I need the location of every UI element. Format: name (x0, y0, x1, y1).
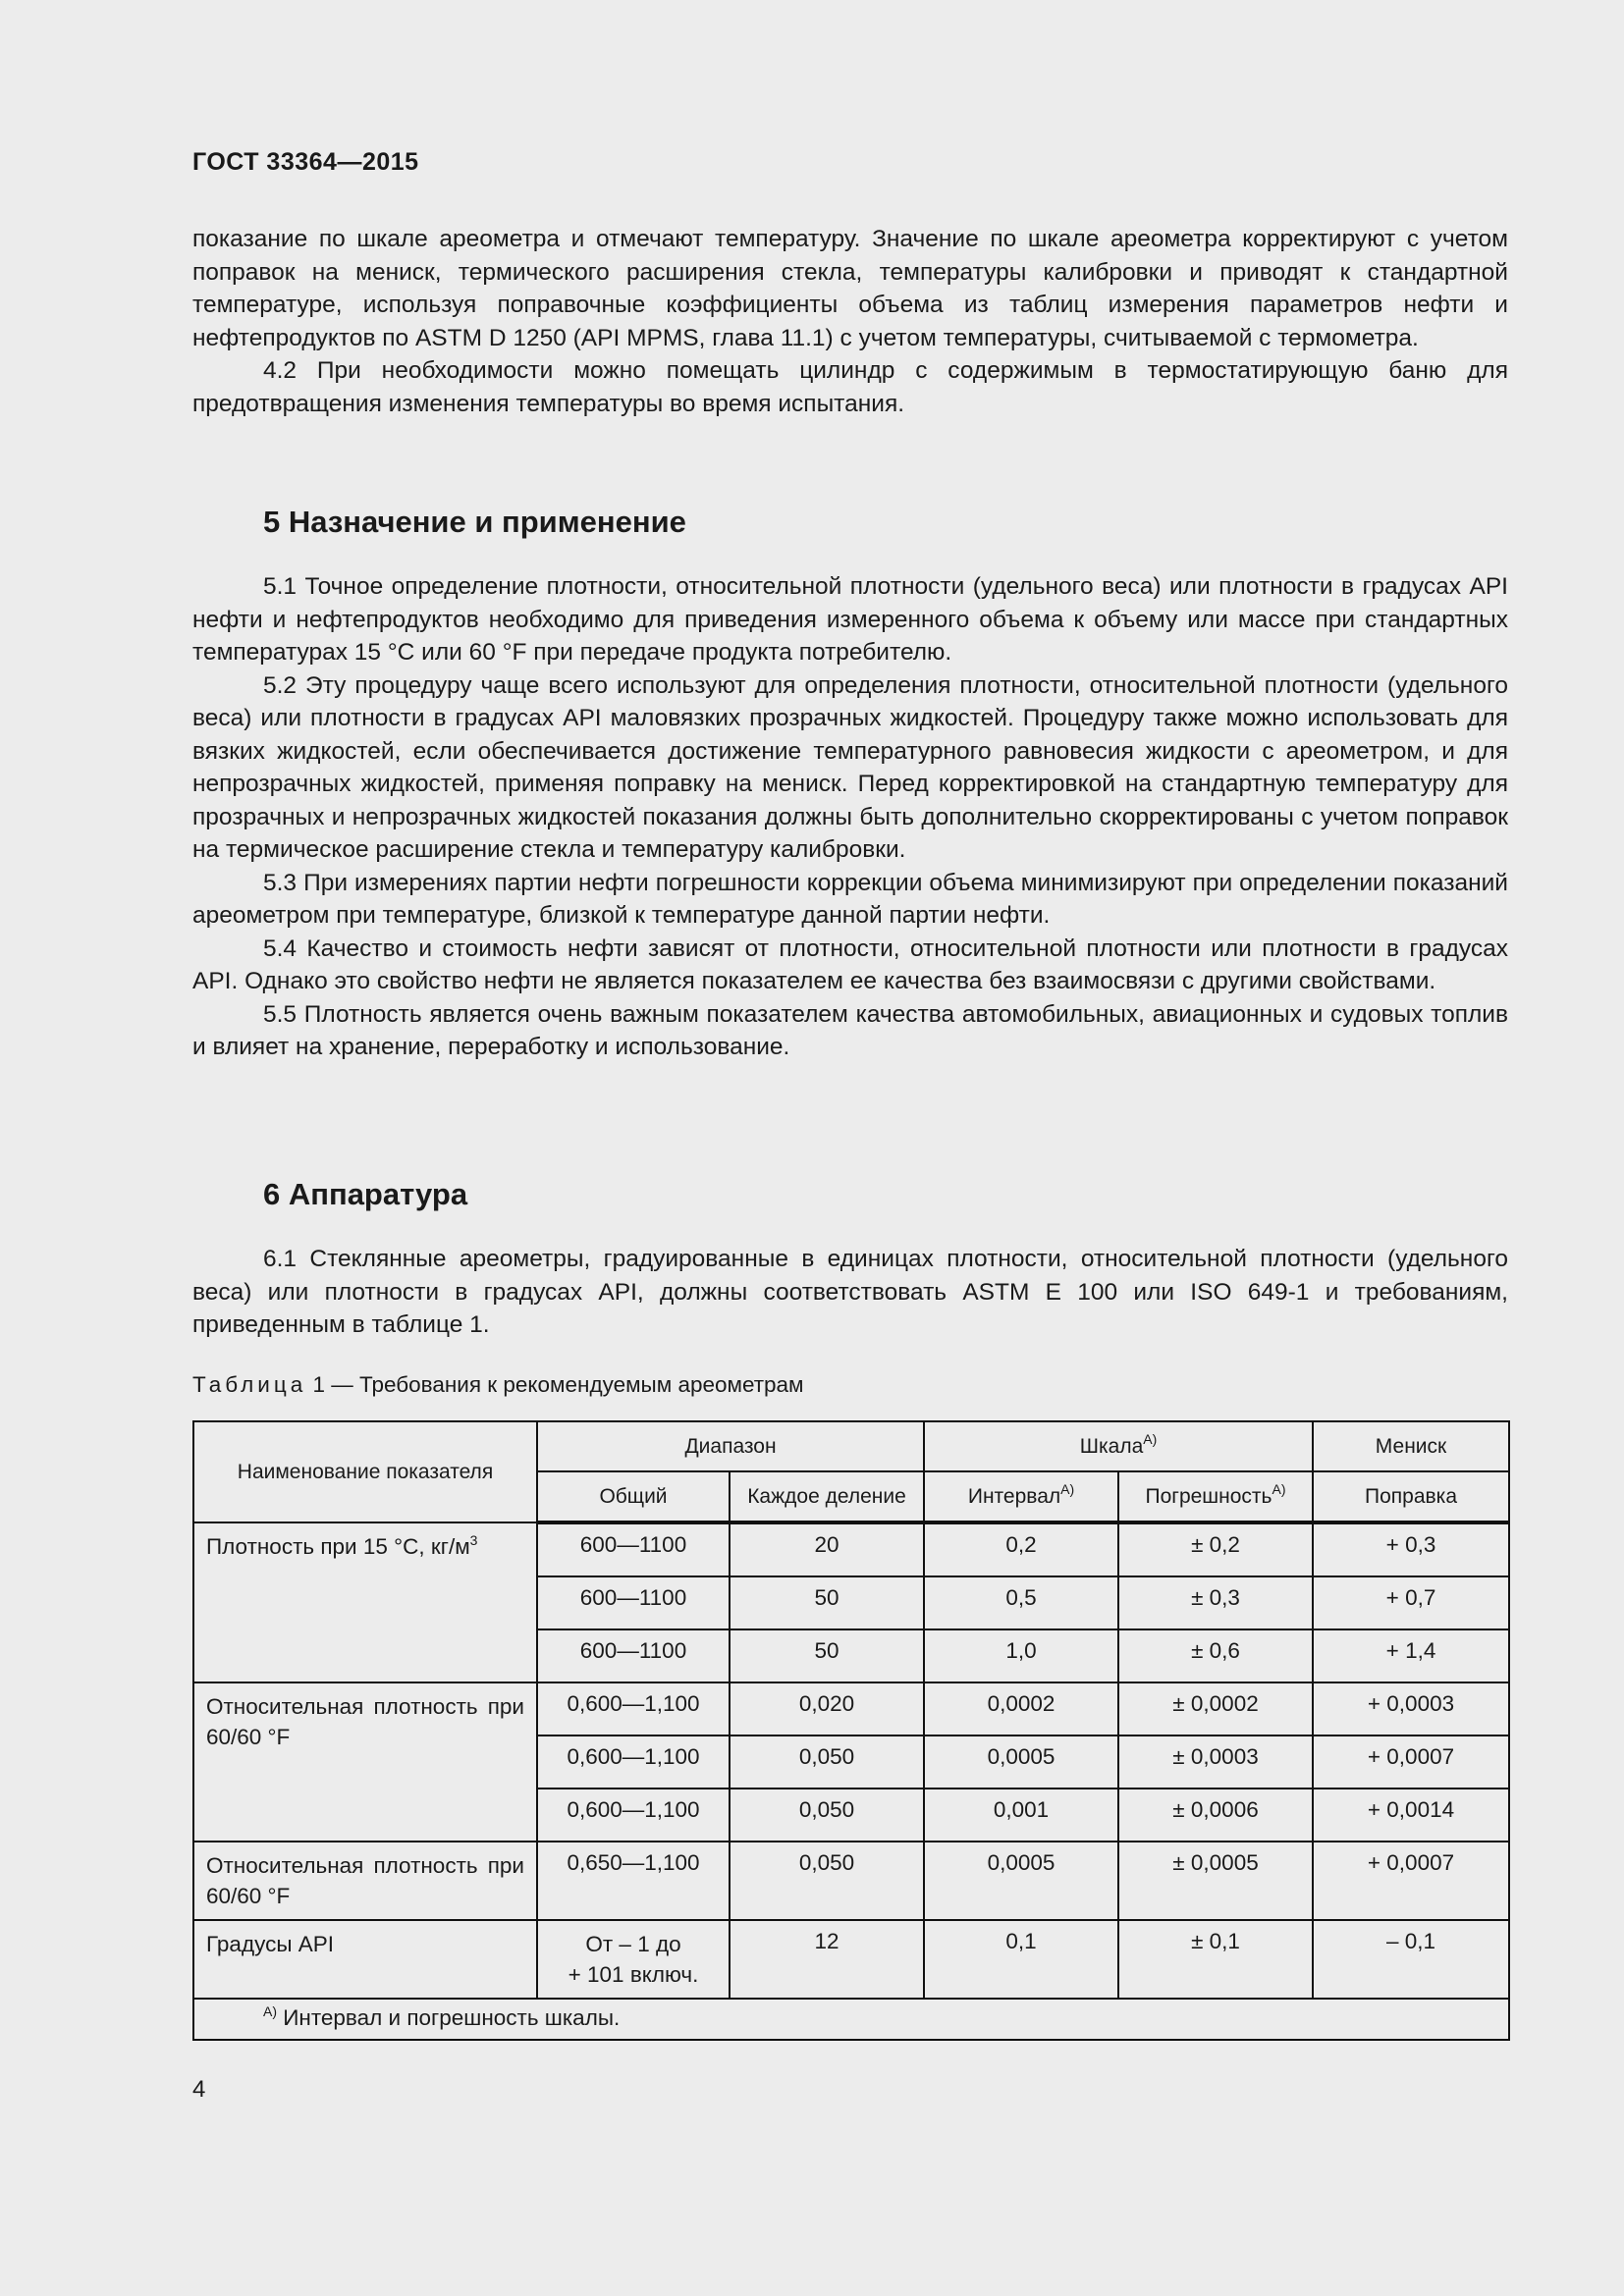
section-5-paragraph-3: 5.3 При измерениях партии нефти погрешности коррекции объема минимизируют при определении показаний ареометром при температуре, близкой к температуре данной партии нефти. (192, 869, 1508, 929)
table-cell: ± 0,6 (1118, 1629, 1313, 1682)
section-5-body (192, 570, 1508, 1064)
table-cell: 0,650—1,100 (537, 1842, 730, 1920)
table-cell: ± 0,0005 (1118, 1842, 1313, 1920)
table-cell: 0,001 (924, 1789, 1118, 1842)
table-cell: 1,0 (924, 1629, 1118, 1682)
header-scale-footnote-mark: А) (1143, 1430, 1158, 1447)
section-5-paragraph-4: 5.4 Качество и стоимость нефти зависят от плотности, относительной плотности или плотности в градусах API. Однако это свойство нефти не является показателем ее качества без взаимосвязи с другими свойствами. (192, 934, 1508, 994)
table-cell: 20 (730, 1522, 924, 1576)
header-name: Наименование показателя (193, 1421, 537, 1522)
section-5-paragraph-5: 5.5 Плотность является очень важным показателем качества автомобильных, авиационных и судовых топлив и влияет на хранение, переработку и использование. (192, 1000, 1508, 1060)
table-cell: 0,600—1,100 (537, 1789, 730, 1842)
table-footnote (193, 1999, 1509, 2040)
table-row (193, 1682, 1509, 1735)
footnote-mark: А) (263, 2003, 277, 2019)
section-5-paragraph-1: 5.1 Точное определение плотности, относительной плотности (удельного веса) или плотности в градусах API нефти и нефтепродуктов необходимо для приведения измеренного объема к объему или массе при стандартных температурах 15 °C или 60 °F при передаче продукта потребителю. (192, 573, 1508, 666)
row-name-density-15c: Плотность при 15 °C, $кг/м^3$ (193, 1522, 537, 1682)
table-cell: ± 0,1 (1118, 1920, 1313, 1999)
requirements-table (192, 1420, 1510, 2041)
section-6-body (192, 1243, 1508, 1342)
section-6-title: 6 Аппаратура (263, 1177, 468, 1211)
table-cell: 0,050 (730, 1735, 924, 1789)
table-cell: + 0,0007 (1313, 1735, 1509, 1789)
table-cell: 0,2 (924, 1522, 1118, 1576)
table-cell: 0,1 (924, 1920, 1118, 1999)
table-footnote-row (193, 1999, 1509, 2040)
table-caption (192, 1372, 804, 1398)
header-interval (924, 1471, 1118, 1522)
row-name-relative-density-1: Относительная плотность при 60/60 °F (193, 1682, 537, 1842)
table-cell: ± 0,0003 (1118, 1735, 1313, 1789)
header-range: Диапазон (537, 1421, 924, 1471)
table-caption-label: Таблица (192, 1372, 307, 1397)
header-meniscus: Мениск (1313, 1421, 1509, 1471)
table-cell: + 0,0003 (1313, 1682, 1509, 1735)
header-general: Общий (537, 1471, 730, 1522)
header-scale-label: Шкала (1079, 1434, 1144, 1458)
table-cell: + 1,4 (1313, 1629, 1509, 1682)
table-cell: 0,050 (730, 1789, 924, 1842)
table-cell: ± 0,0006 (1118, 1789, 1313, 1842)
table-cell: 12 (730, 1920, 924, 1999)
page-number: 4 (192, 2076, 206, 2103)
table-cell: ± 0,3 (1118, 1576, 1313, 1629)
table-cell: + 0,3 (1313, 1522, 1509, 1576)
section-6-paragraph-1: 6.1 Стеклянные ареометры, градуированные в единицах плотности, относительной плотности (удельного веса) или плотности в градусах API, должны соответствовать ASTM E 100 или ISO 649-1 и требованиям, приведенным в таблице 1. (192, 1246, 1508, 1338)
table-row (193, 1522, 1509, 1576)
table-cell: 600—1100 (537, 1629, 730, 1682)
table-cell: От – 1 до + 101 включ. (537, 1920, 730, 1999)
header-error-label: Погрешность (1145, 1484, 1272, 1508)
row-name-relative-density-2: Относительная плотность при 60/60 °F (193, 1842, 537, 1920)
header-scale (924, 1421, 1313, 1471)
header-interval-label: Интервал (967, 1484, 1061, 1508)
intro-block (192, 223, 1508, 420)
intro-paragraph-1: показание по шкале ареометра и отмечают температуру. Значение по шкале ареометра корректируют с учетом поправок на мениск, термического расширения стекла, температуры калибровки и приводят к стандартной температуре, используя поправочные коэффициенты объема из таблиц измерения параметров нефти и нефтепродуктов по ASTM D 1250 (API MPMS, глава 11.1) с учетом температуры, считываемой с термометра. (192, 226, 1508, 351)
table-cell: ± 0,2 (1118, 1522, 1313, 1576)
table-cell: – 0,1 (1313, 1920, 1509, 1999)
table-row (193, 1920, 1509, 1999)
table-row (193, 1842, 1509, 1920)
table-cell: 0,0002 (924, 1682, 1118, 1735)
footnote-text: Интервал и погрешность шкалы. (277, 2005, 621, 2030)
header-correction: Поправка (1313, 1471, 1509, 1522)
table-cell: + 0,0014 (1313, 1789, 1509, 1842)
table-cell: 0,050 (730, 1842, 924, 1920)
header-error (1118, 1471, 1313, 1522)
header-error-footnote-mark: А) (1272, 1480, 1286, 1497)
table-cell: 0,5 (924, 1576, 1118, 1629)
header-each-division: Каждое деление (730, 1471, 924, 1522)
intro-paragraph-2: 4.2 При необходимости можно помещать цилиндр с содержимым в термостатирующую баню для предотвращения изменения температуры во время испытания. (192, 357, 1508, 417)
header-interval-footnote-mark: А) (1060, 1480, 1075, 1497)
document-header: ГОСТ 33364—2015 (192, 148, 419, 176)
table-cell: 0,0005 (924, 1842, 1118, 1920)
section-5-title: 5 Назначение и применение (263, 505, 686, 539)
section-5-paragraph-2: 5.2 Эту процедуру чаще всего используют для определения плотности, относительной плотности (удельного веса) или плотности в градусах API маловязких прозрачных жидкостей. Процедуру также можно использовать для вязких жидкостей, если обеспечивается достижение температурного равновесия жидкости с ареометром, и для непрозрачных жидкостей, применяя поправку на мениск. Перед корректировкой на стандартную температуру для прозрачных и непрозрачных жидкостей показания должны быть дополнительно скорректированы с учетом поправок на термическое расширение стекла и температуру калибровки. (192, 671, 1508, 863)
table-cell: 600—1100 (537, 1522, 730, 1576)
table-cell: 0,600—1,100 (537, 1735, 730, 1789)
table-cell: 50 (730, 1576, 924, 1629)
table-cell: 600—1100 (537, 1576, 730, 1629)
table-cell: 0,020 (730, 1682, 924, 1735)
table-cell: 0,600—1,100 (537, 1682, 730, 1735)
table-cell: + 0,7 (1313, 1576, 1509, 1629)
row-name-api-degrees: Градусы API (193, 1920, 537, 1999)
table-cell: 50 (730, 1629, 924, 1682)
table-caption-text: 1 — Требования к рекомендуемым ареометрам (306, 1372, 804, 1397)
table-cell: + 0,0007 (1313, 1842, 1509, 1920)
table-cell: ± 0,0002 (1118, 1682, 1313, 1735)
table-cell: 0,0005 (924, 1735, 1118, 1789)
